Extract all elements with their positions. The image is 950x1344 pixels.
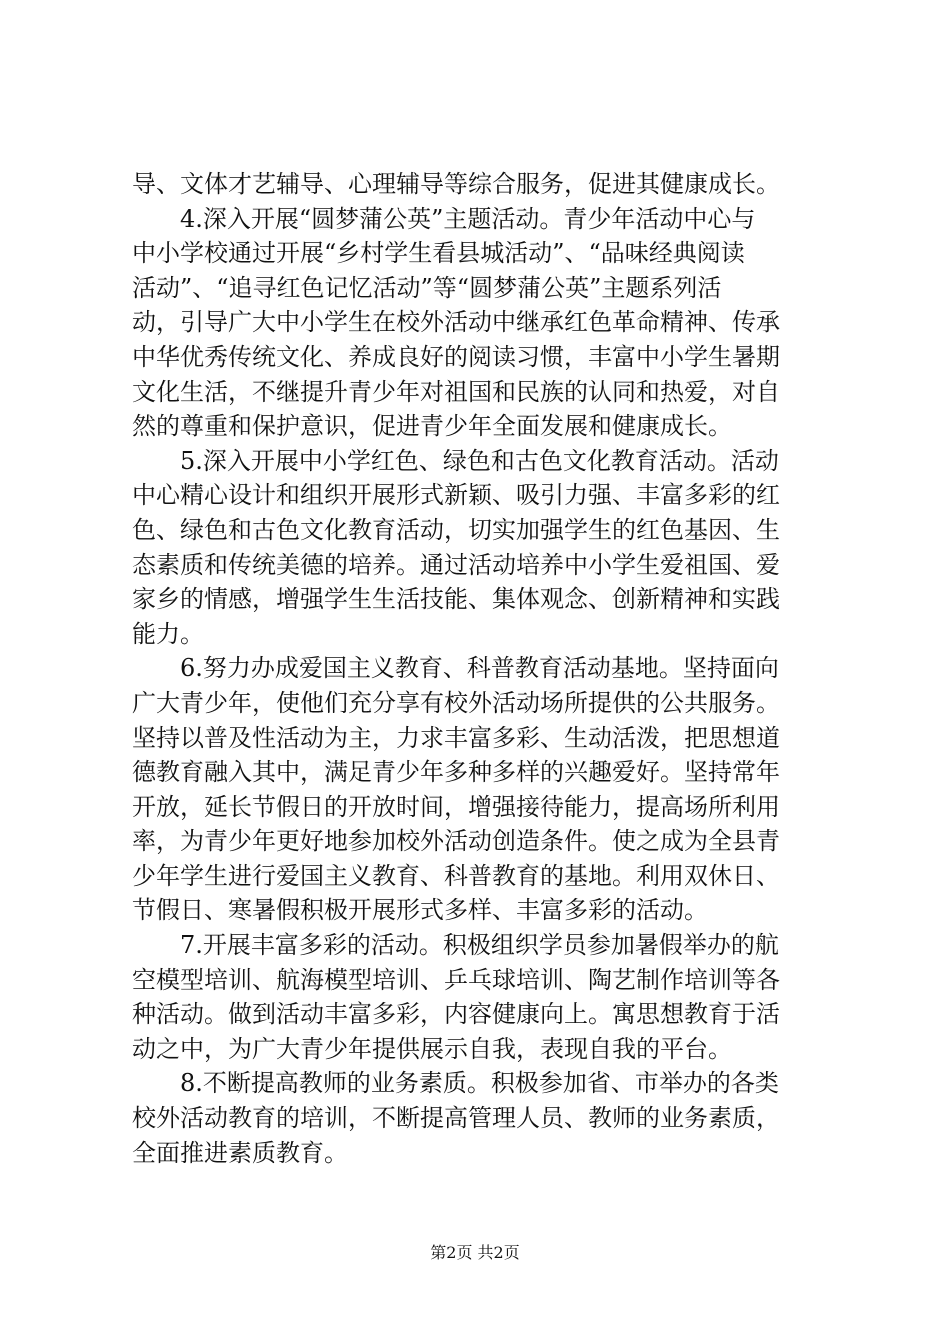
text-line: 校外活动教育的培训，不断提高管理人员、教师的业务素质， bbox=[132, 1104, 780, 1133]
text-line: 坚持以普及性活动为主，力求丰富多彩、生动活泼，把思想道 bbox=[132, 723, 780, 752]
text-line: 中小学校通过开展“乡村学生看县城活动”、“品味经典阅读 bbox=[132, 239, 745, 268]
page-number-footer: 第2页 共2页 bbox=[430, 1243, 520, 1262]
document-body bbox=[132, 167, 832, 1170]
body-text bbox=[132, 167, 832, 1170]
text-line: 6.努力办成爱国主义教育、科普教育活动基地。坚持面向 bbox=[132, 654, 779, 683]
text-line: 然的尊重和保护意识，促进青少年全面发展和健康成长。 bbox=[132, 412, 732, 441]
text-line: 广大青少年，使他们充分享有校外活动场所提供的公共服务。 bbox=[132, 688, 780, 717]
text-line: 中华优秀传统文化、养成良好的阅读习惯，丰富中小学生暑期 bbox=[132, 342, 780, 371]
text-line: 开放，延长节假日的开放时间，增强接待能力，提高场所利用 bbox=[132, 792, 780, 821]
text-line: 7.开展丰富多彩的活动。积极组织学员参加暑假举办的航 bbox=[132, 931, 779, 960]
text-line: 5.深入开展中小学红色、绿色和古色文化教育活动。活动 bbox=[132, 446, 779, 475]
text-line: 少年学生进行爱国主义教育、科普教育的基地。利用双休日、 bbox=[132, 861, 780, 890]
text-line: 态素质和传统美德的培养。通过活动培养中小学生爱祖国、爱 bbox=[132, 550, 780, 579]
text-line: 全面推进素质教育。 bbox=[132, 1138, 348, 1167]
text-line: 种活动。做到活动丰富多彩，内容健康向上。寓思想教育于活 bbox=[132, 1000, 780, 1029]
text-line: 导、文体才艺辅导、心理辅导等综合服务，促进其健康成长。 bbox=[132, 170, 780, 198]
text-line: 空模型培训、航海模型培训、乒乓球培训、陶艺制作培训等各 bbox=[132, 965, 780, 994]
text-line: 德教育融入其中，满足青少年多种多样的兴趣爱好。坚持常年 bbox=[132, 758, 780, 787]
text-line: 动之中，为广大青少年提供展示自我，表现自我的平台。 bbox=[132, 1034, 732, 1063]
text-line: 中心精心设计和组织开展形式新颖、吸引力强、丰富多彩的红 bbox=[132, 481, 780, 510]
text-line: 文化生活，不继提升青少年对祖国和民族的认同和热爱，对自 bbox=[132, 377, 780, 406]
text-line: 能力。 bbox=[132, 619, 204, 648]
text-line: 8.不断提高教师的业务素质。积极参加省、市举办的各类 bbox=[132, 1069, 779, 1098]
text-line: 动，引导广大中小学生在校外活动中继承红色革命精神、传承 bbox=[132, 308, 780, 337]
text-line: 节假日、寒暑假积极开展形式多样、丰富多彩的活动。 bbox=[132, 896, 708, 925]
text-line: 色、绿色和古色文化教育活动，切实加强学生的红色基因、生 bbox=[132, 515, 780, 544]
text-line: 家乡的情感，增强学生生活技能、集体观念、创新精神和实践 bbox=[132, 585, 780, 614]
text-line: 活动”、“追寻红色记忆活动”等“圆梦蒲公英”主题系列活 bbox=[132, 273, 722, 302]
text-line: 4.深入开展“圆梦蒲公英”主题活动。青少年活动中心与 bbox=[132, 204, 756, 233]
text-line: 率，为青少年更好地参加校外活动创造条件。使之成为全县青 bbox=[132, 827, 780, 856]
